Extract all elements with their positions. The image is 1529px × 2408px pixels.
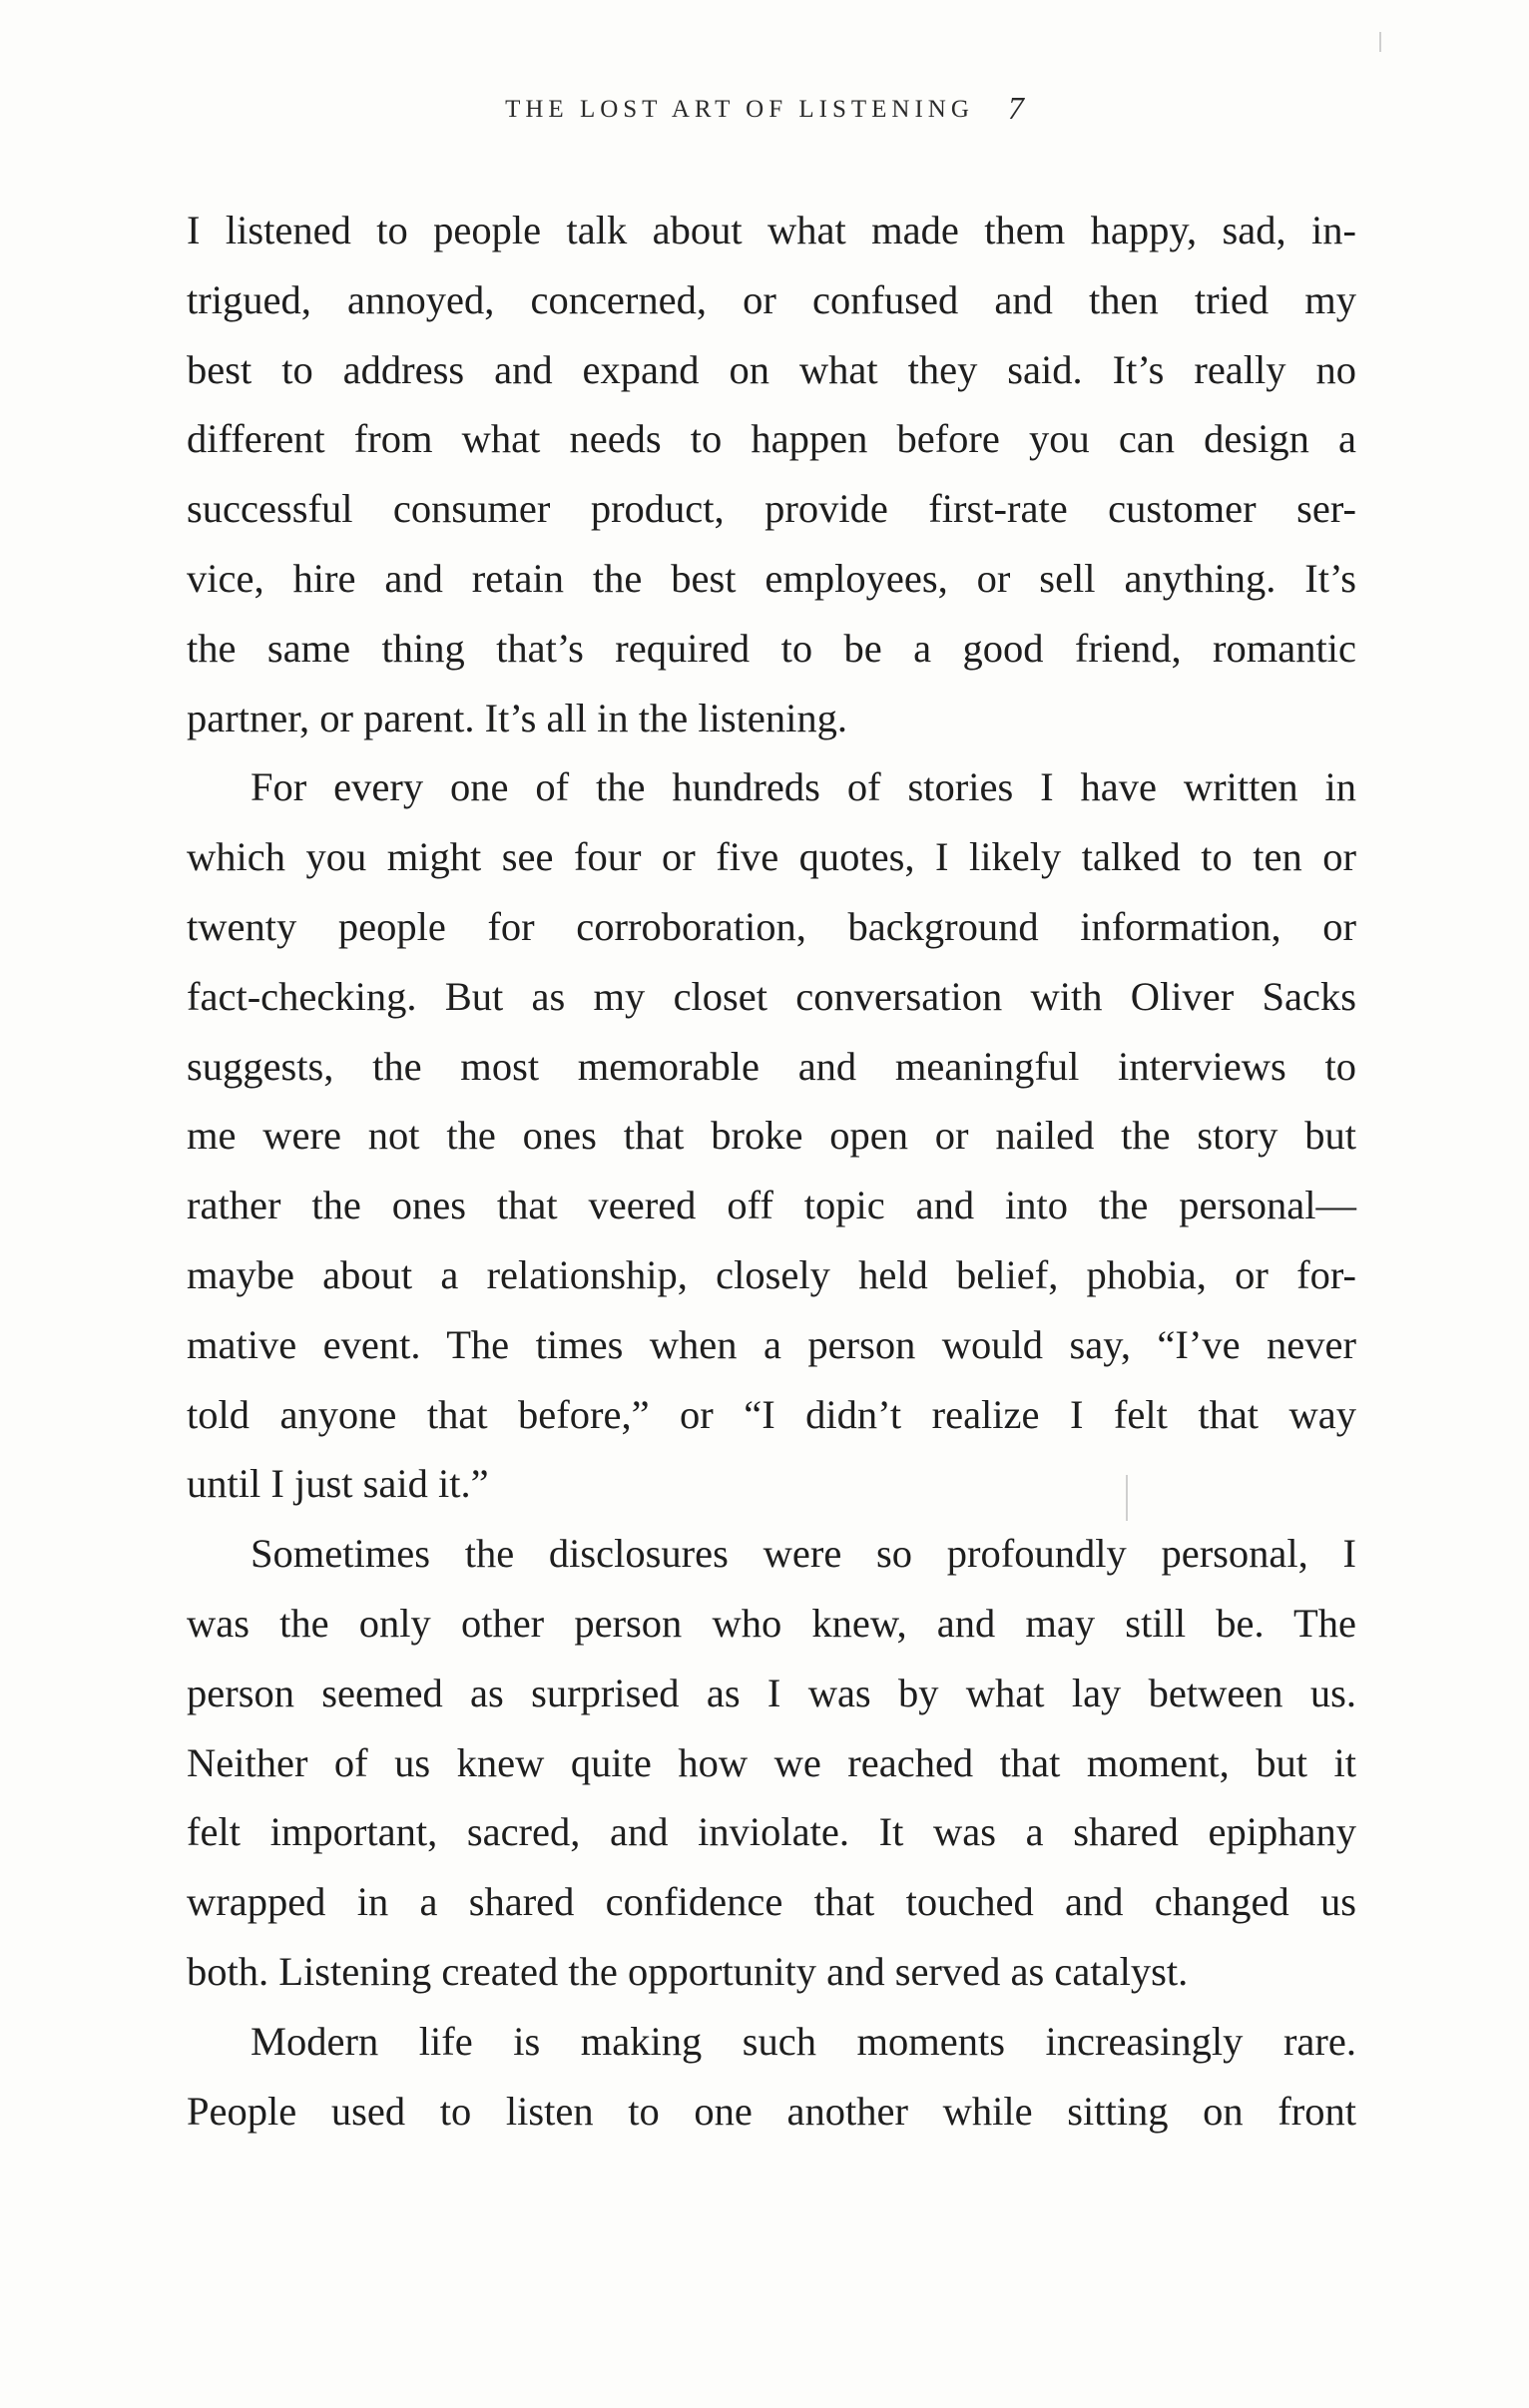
text-line: rather the ones that veered off topic and into the personal— [187, 1183, 1356, 1228]
text-line: trigued, annoyed, concerned, or confused and then tried my [187, 276, 1356, 322]
text-line: maybe about a relationship, closely held belief, phobia, or for- [187, 1251, 1356, 1297]
text-line: fact-checking. But as my closet conversation with Oliver Sacks [187, 973, 1356, 1019]
paragraph-3 [187, 1519, 1356, 2007]
text-line: Neither of us knew quite how we reached that moment, but it [187, 1739, 1356, 1785]
text-line: was the only other person who knew, and may still be. The [187, 1600, 1356, 1646]
text-line: Modern life is making such moments increasingly rare. [251, 2018, 1356, 2064]
text-line: I listened to people talk about what made them happy, sad, in- [187, 208, 1356, 252]
text-line: different from what needs to happen before you can design a [187, 416, 1356, 462]
paragraph-2 [187, 752, 1356, 1519]
text-line: twenty people for corroboration, background information, or [187, 903, 1356, 949]
text-line: person seemed as surprised as I was by what lay between us. [187, 1670, 1356, 1715]
text-line: Sometimes the disclosures were so profoundly personal, I [251, 1531, 1356, 1577]
text-line: both. Listening created the opportunity and served as catalyst. [187, 1948, 1189, 1994]
text-line: until I just said it.” [187, 1461, 489, 1507]
text-line: mative event. The times when a person would say, “I’ve never [187, 1321, 1356, 1367]
running-head-title: THE LOST ART OF LISTENING [505, 96, 974, 123]
text-line: the same thing that’s required to be a good friend, romantic [187, 625, 1356, 671]
text-line: vice, hire and retain the best employees, or sell anything. It’s [187, 555, 1356, 601]
text-line: best to address and expand on what they said. It’s really no [187, 346, 1356, 392]
text-line: People used to listen to one another while sitting on front [187, 2088, 1356, 2134]
text-line: told anyone that before,” or “I didn’t realize I felt that way [187, 1391, 1356, 1437]
scan-artifact-mark [1126, 1475, 1128, 1521]
page-number: 7 [1007, 90, 1024, 126]
paragraph-1 [187, 196, 1356, 752]
text-line: which you might see four or five quotes, I likely talked to ten or [187, 834, 1356, 880]
text-line: successful consumer product, provide first-rate customer ser- [187, 486, 1356, 532]
running-head [0, 88, 1529, 125]
text-line: wrapped in a shared confidence that touched and changed us [187, 1879, 1356, 1925]
scan-artifact-mark [1379, 32, 1381, 52]
body-text [187, 196, 1356, 2146]
text-line: me were not the ones that broke open or nailed the story but [187, 1113, 1356, 1159]
text-line: For every one of the hundreds of stories I have written in [251, 764, 1356, 810]
text-line: suggests, the most memorable and meaningful interviews to [187, 1043, 1356, 1089]
text-line: felt important, sacred, and inviolate. It was a shared epiphany [187, 1809, 1356, 1855]
paragraph-4 [187, 2007, 1356, 2147]
text-line: partner, or parent. It’s all in the listening. [187, 695, 847, 740]
